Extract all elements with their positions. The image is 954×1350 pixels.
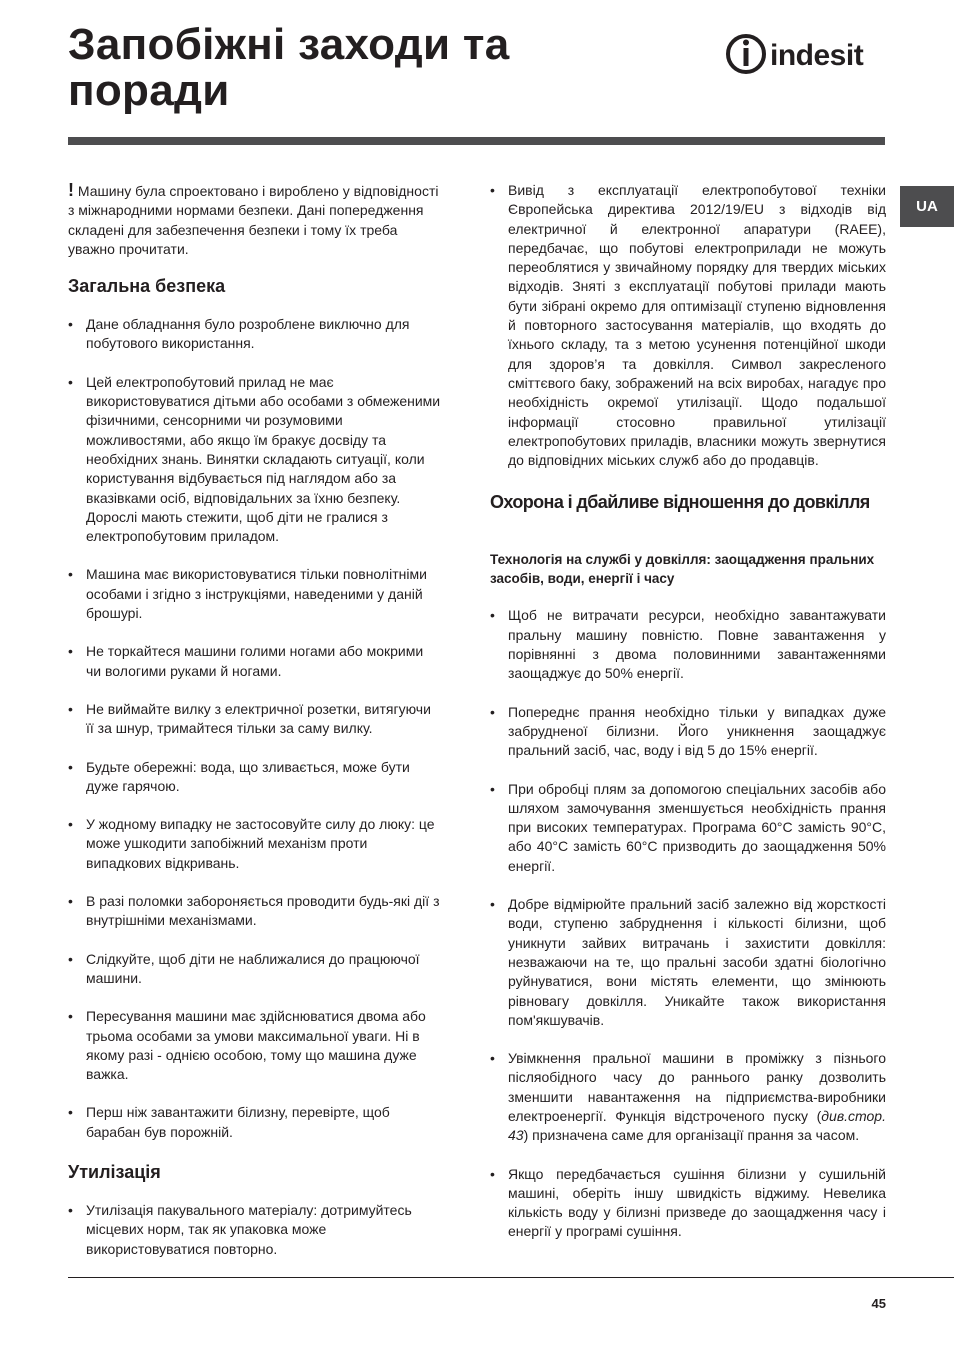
list-item: • Не торкайтеся машини голими ногами або мокрими чи вологими руками й ногами.	[68, 642, 442, 681]
disposal-list	[68, 1201, 442, 1259]
list-item: • В разі поломки забороняється проводити будь-які дії з внутрішніми механізмами.	[68, 892, 442, 931]
header-rule	[68, 137, 885, 145]
list-item: • Пересування машини має здійснюватися двома або трьома особами за умови максимальної уваги. Ні в якому разі - однією особою, тому що машина дуже важка.	[68, 1007, 442, 1084]
section-heading-environment: Охорона і дбайливе відношення до довкілля	[490, 492, 870, 513]
footer-rule	[68, 1277, 954, 1278]
list-item-text: Увімкнення пральної машини в проміжку з пізнього післяобідного часу до раннього ранку дозволить зменшити навантаження на підприємства-виробники електроенергії. Функція відстроченого пуску (	[508, 1050, 886, 1124]
intro-paragraph	[68, 181, 442, 259]
list-item: • Будьте обережні: вода, що зливається, може бути дуже гарячою.	[68, 758, 442, 797]
list-item	[68, 373, 442, 547]
list-item-extra: Дорослі мають стежити, щоб діти не гралися з електропобутовим приладом.	[86, 508, 388, 545]
list-item: • Машина має використовуватися тільки повнолітніми особами і згідно з інструкціями, наведеними у даній брошурі.	[68, 565, 442, 623]
list-item: • У жодному випадку не застосовуйте силу до люку: це може ушкодити запобіжний механізм проти випадкових відкривань.	[68, 815, 442, 873]
list-item-text-end: ) призначена саме для організації прання за часом.	[523, 1127, 860, 1144]
weee-list	[490, 181, 886, 470]
list-item	[490, 1049, 886, 1145]
list-item-text: Цей електропобутовий прилад не має використовуватися дітьми або особами з обмеженими фізичними, сенсорними чи розумовими можливостями, або якщо їм бракує досвіду та необхідних знань. Винятки складають ситуації, коли користування відбувається під наглядом або за вказівками осіб, відповідальних за їхню безпеку.	[86, 373, 441, 506]
page-title	[68, 22, 668, 114]
page-number: 45	[871, 1296, 886, 1311]
general-safety-list	[68, 315, 442, 1142]
page-title-line-2: поради	[68, 66, 230, 115]
list-item: • Утилізація пакувального матеріалу: дотримуйтесь місцевих норм, так як упаковка може використовуватися повторно.	[68, 1201, 442, 1259]
intro-text: Машину була спроектовано і вироблено у відповідності з міжнародними нормами безпеки. Дані попередження складені для забезпечення безпеки і тому їх треба уважно прочитати.	[68, 183, 439, 257]
list-item: • Не виймайте вилку з електричної розетки, витягуючи її за шнур, тримайтеся тільки за саму вилку.	[68, 700, 442, 739]
list-item: • Добре відмірюйте пральний засіб залежно від жорсткості води, ступеню забруднення і кількості білизни, щоб уникнути зайвих витрачань і захистити довкілля: незважаючи на те, що пральні засоби здатні біологічно руйнуватися, вони містять елементи, що змінюють рівновагу довкілля. Уникайте також використання пом'якшувачів.	[490, 895, 886, 1030]
list-item: • При обробці плям за допомогою спеціальних засобів або шляхом замочування зменшується необхідність прання при високих температурах. Програма 60°C замість 90°C, або 40°C замість 60°C призводить до заощадження 50% енергії.	[490, 780, 886, 876]
warning-icon: !	[68, 180, 74, 200]
list-item: • Попереднє прання необхідно тільки у випадках дуже забрудненої білизни. Його уникнення заощаджує пральний засіб, час, воду і від 5 до 15% енергії.	[490, 703, 886, 761]
brand-wordmark: indesit	[770, 39, 864, 72]
list-item: • Вивід з експлуатації електропобутової техніки Європейська директива 2012/19/EU з відходів від електричної й електронної апаратури (RAEE), передбачає, що побутові електроприлади не можуть переоблятися у звичайному порядку для твердих міських відходів. Зняті з експлуатації побутові прилади мають бути зібрані окремо для оптимізації ступеню відновлення й повторного застосування матеріалів, що входять до їхнього складу, та з метою усунення потенційної шкоди для здоров’я та довкілля. Символ закресленого сміттєвого баку, зображений на всіх виробах, нагадує про необхідність окремої утилізації. Щодо подальшої інформації стосовно правильної утилізації електропобутових приладів, власники можуть звернутися до відповідних міських служб або до продавців.	[490, 181, 886, 470]
language-tab: UA	[900, 186, 954, 227]
list-item: • Перш ніж завантажити білизну, перевірте, щоб барабан був порожній.	[68, 1103, 442, 1142]
list-item: • Щоб не витрачати ресурси, необхідно завантажувати пральну машину повністю. Повне завантаження у порівнянні з двома половинними завантаженнями заощаджує до 50% енергії.	[490, 606, 886, 683]
indesit-logo	[726, 32, 888, 76]
subheading-technology: Технологія на службі у довкілля: заощадження пральних засобів, води, енергії і часу	[490, 552, 875, 587]
section-heading-general-safety: Загальна безпека	[68, 276, 226, 297]
list-item: • Дане обладнання було розроблене виключно для побутового використання.	[68, 315, 442, 354]
list-item: • Слідкуйте, щоб діти не наближалися до працюючої машини.	[68, 950, 442, 989]
section-heading-disposal: Утилізація	[68, 1161, 161, 1182]
page-title-line-1: Запобіжні заходи та	[68, 20, 510, 69]
list-item: • Якщо передбачається сушіння білизни у сушильній машині, оберіть іншу швидкість віджиму. Невелика кількість воду у білизні призведе до заощадження часу і енергії у програмі сушіння.	[490, 1165, 886, 1242]
left-column	[68, 181, 442, 1278]
page-reference: див.стор. 43	[508, 1107, 886, 1144]
right-column	[490, 181, 886, 1261]
environment-list	[490, 606, 886, 1241]
